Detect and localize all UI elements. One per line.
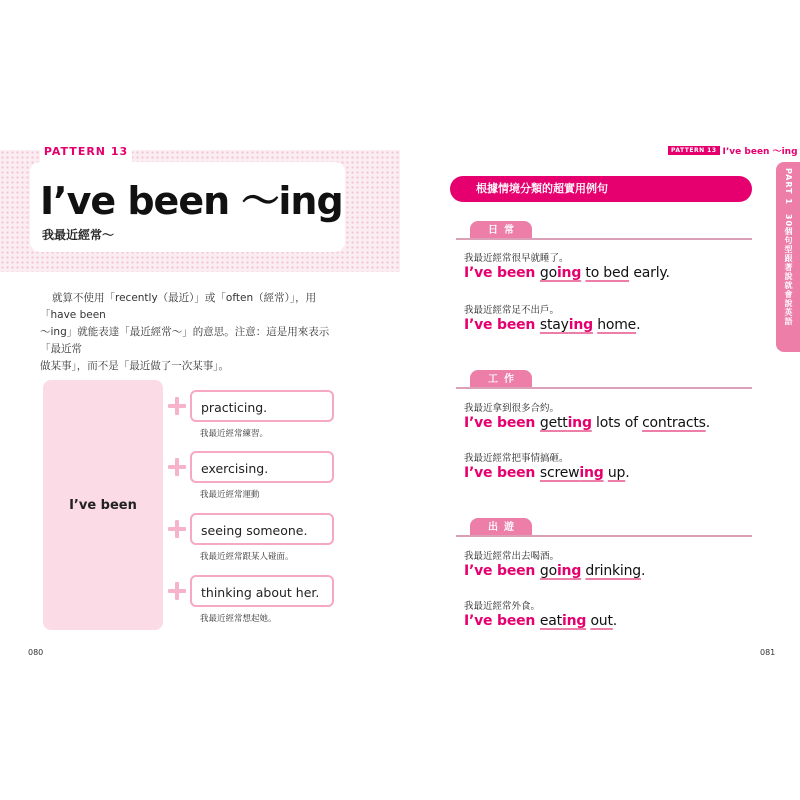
running-header bbox=[668, 144, 798, 157]
phrase-box bbox=[190, 575, 334, 607]
page-number-left: 080 bbox=[28, 648, 44, 657]
example-sentence: I’ve been getting lots of contracts. bbox=[464, 415, 710, 431]
example-translation: 我最近經常外食。 bbox=[464, 601, 541, 612]
phrase-text: seeing someone. bbox=[201, 523, 308, 538]
phrase-note: 我最近經常練習。 bbox=[200, 429, 269, 439]
section-banner: 根據情境分類的超實用例句 bbox=[450, 176, 752, 202]
plus-icon bbox=[168, 520, 186, 538]
example-sentence: I’ve been going drinking. bbox=[464, 563, 646, 579]
intro-paragraph bbox=[40, 290, 340, 375]
example-translation: 我最近經常把事情搞砸。 bbox=[464, 453, 569, 464]
phrase-box bbox=[190, 513, 334, 545]
example-translation: 我最近經常很早就睡了。 bbox=[464, 253, 569, 264]
example-translation: 我最近經常出去喝酒。 bbox=[464, 551, 560, 562]
example-translation: 我最近經常足不出戶。 bbox=[464, 305, 560, 316]
pattern-label: PATTERN 13 bbox=[40, 140, 132, 162]
category-tab: 出遊 bbox=[470, 518, 532, 536]
category-tab: 日常 bbox=[470, 221, 532, 239]
example-sentence: I’ve been going to bed early. bbox=[464, 265, 670, 281]
intro-line-1: 就算不使用「recently（最近）」或「often（經常）」，用「have been bbox=[40, 292, 317, 321]
side-chapter-tab bbox=[776, 162, 800, 352]
page-title: I’ve been ～ing bbox=[40, 179, 343, 223]
plus-icon bbox=[168, 582, 186, 600]
phrase-text: practicing. bbox=[201, 400, 268, 415]
category-divider bbox=[456, 387, 752, 389]
phrase-note: 我最近經常跟某人碰面。 bbox=[200, 552, 294, 562]
plus-icon bbox=[168, 397, 186, 415]
phrase-text: exercising. bbox=[201, 461, 269, 476]
phrase-box bbox=[190, 390, 334, 422]
intro-line-2: ～ing」就能表達「最近經常～」的意思。注意：這是用來表示「最近常 bbox=[40, 326, 330, 355]
phrase-note: 我最近經常想起她。 bbox=[200, 614, 277, 624]
page-number-right: 081 bbox=[760, 648, 776, 657]
phrase-box bbox=[190, 451, 334, 483]
category-divider bbox=[456, 238, 752, 240]
example-translation: 我最近拿到很多合約。 bbox=[464, 403, 560, 414]
header-tag: PATTERN 13 bbox=[668, 146, 720, 155]
page-subtitle: 我最近經常～ bbox=[42, 228, 115, 242]
stem-box bbox=[43, 380, 163, 630]
header-text: I’ve been ～ing bbox=[722, 147, 798, 157]
example-sentence: I’ve been screwing up. bbox=[464, 465, 630, 481]
example-sentence: I’ve been eating out. bbox=[464, 613, 618, 629]
category-divider bbox=[456, 535, 752, 537]
example-sentence: I’ve been staying home. bbox=[464, 317, 641, 333]
stem-text: I’ve been bbox=[69, 497, 137, 513]
plus-icon bbox=[168, 458, 186, 476]
phrase-note: 我最近經常運動 bbox=[200, 490, 260, 500]
title-card bbox=[30, 162, 345, 252]
category-tab: 工作 bbox=[470, 370, 532, 388]
phrase-text: thinking about her. bbox=[201, 585, 320, 600]
intro-line-3: 做某事」，而不是「最近做了一次某事」。 bbox=[40, 360, 229, 372]
side-tab-text: PART 1 30個句型跟著說就會說英語 bbox=[784, 168, 793, 327]
